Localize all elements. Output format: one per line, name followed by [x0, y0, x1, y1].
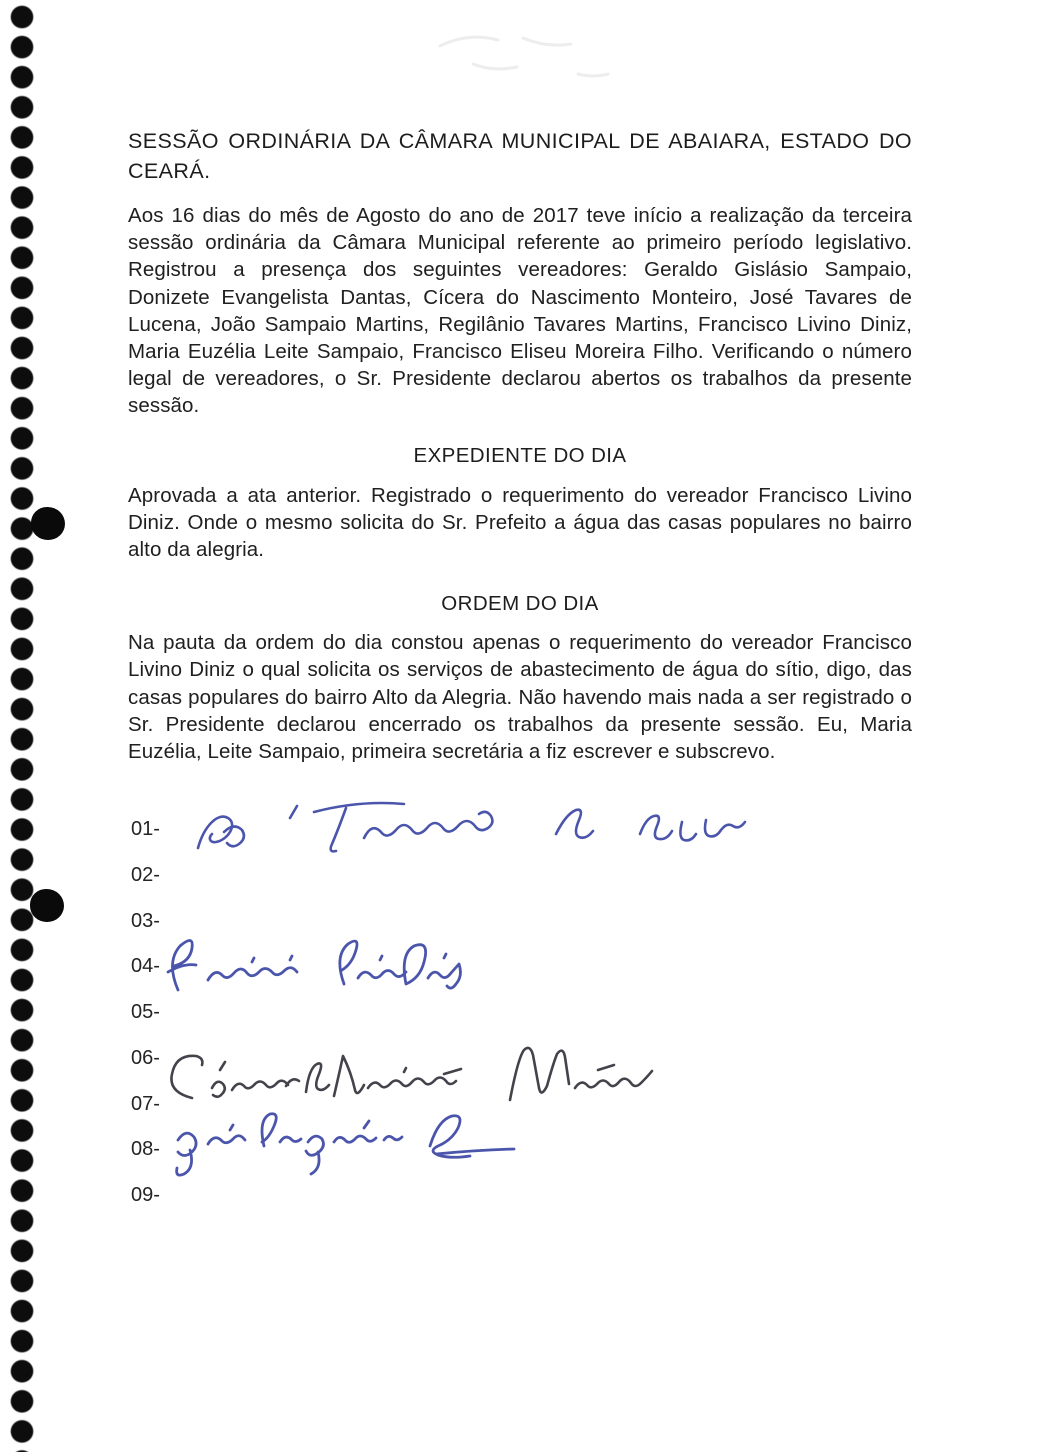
- signature-line-02: [131, 864, 160, 910]
- line-number: 03-: [131, 909, 160, 932]
- signature-line-08: [131, 1138, 160, 1184]
- signature-line-06: [131, 1047, 160, 1093]
- signature-handwriting-jose-tavares: [188, 792, 738, 854]
- signature-handwriting-francisco-livino: [160, 932, 440, 1000]
- signature-line-05: [131, 1001, 160, 1047]
- opening-paragraph: Aos 16 dias do mês de Agosto do ano de 2017 teve início a realização da terceira sessão ordinária da Câmara Municipal referente ao primeiro período legislativo. Registrou a presença dos seguintes vereadores: Geraldo Gislásio Sampaio, Donizete Evangelista Dantas, Cícera do Nascimento Monteiro, José Tavares de Lucena, João Sampaio Martins, Regilânio Tavares Martins, Francisco Livino Diniz, Maria Euzélia Leite Sampaio, Francisco Eliseu Moreira Filho. Verificando o número legal de vereadores, o Sr. Presidente declarou abertos os trabalhos da presente sessão.: [128, 204, 912, 418]
- spiral-binding-holes: [4, 2, 40, 1452]
- line-number: 04-: [131, 955, 160, 978]
- signature-list: [131, 818, 160, 1230]
- line-number: 06-: [131, 1046, 160, 1069]
- line-number: 08-: [131, 1138, 160, 1161]
- line-number: 01-: [131, 818, 160, 840]
- signature-line-04: [131, 955, 160, 1001]
- expediente-heading: EXPEDIENTE DO DIA: [413, 443, 627, 467]
- document-body: [128, 0, 912, 765]
- line-number: 05-: [131, 1001, 160, 1023]
- line-number: 02-: [131, 863, 160, 886]
- ordem-paragraph: Na pauta da ordem do dia constou apenas o requerimento do vereador Francisco Livino Diniz o qual solicita os serviços de abastecimento de água do sítio, digo, das casas populares do bairro Alto da Alegria. Não havendo mais nada a ser registrado o Sr. Presidente declarou encerrado os trabalhos da presente sessão. Eu, Maria Euzélia, Leite Sampaio, primeira secretária a fiz escrever e subscrevo.: [128, 631, 912, 764]
- signature-line-09: [131, 1184, 160, 1230]
- document-title: SESSÃO ORDINÁRIA DA CÂMARA MUNICIPAL DE ABAIARA, ESTADO DO CEARÁ.: [128, 129, 912, 183]
- punch-hole-bottom: [30, 889, 64, 922]
- ordem-heading: ORDEM DO DIA: [441, 592, 599, 616]
- expediente-paragraph: Aprovada a ata anterior. Registrado o requerimento do vereador Francisco Livino Diniz. Onde o mesmo solicita do Sr. Prefeito a água das casas populares no bairro alto da alegria.: [128, 483, 912, 562]
- punch-hole-top: [31, 507, 65, 540]
- signature-handwriting-geraldo-gislasio: [166, 1106, 516, 1178]
- signature-line-01: [131, 818, 160, 864]
- signature-line-03: [131, 910, 160, 956]
- signature-line-07: [131, 1093, 160, 1139]
- line-number: 09-: [131, 1184, 160, 1206]
- line-number: 07-: [131, 1092, 160, 1115]
